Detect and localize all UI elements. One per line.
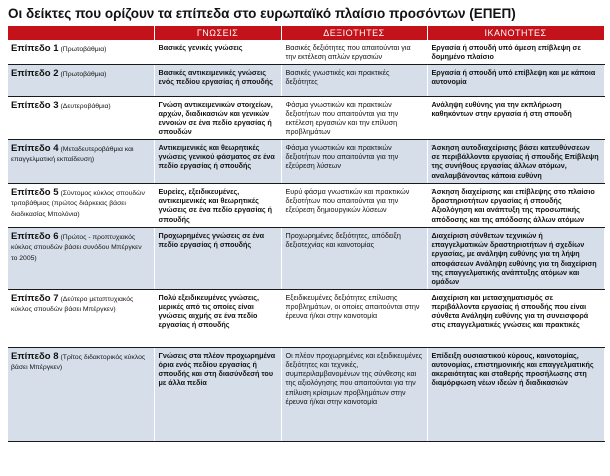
level-name: Επίπεδο 1 [11,43,59,54]
knowledge-cell: Βασικές γενικές γνώσεις [154,40,281,64]
knowledge-cell: Αντικειμενικές και θεωρητικές γνώσεις γενικού φάσματος σε ένα πεδίο εργασίας ή σπουδής [154,139,281,183]
competences-cell: Εργασία ή σπουδή υπό επίβλεψη και με κάποια αυτονομία [427,64,604,96]
competences-cell: Εργασία ή σπουδή υπό άμεση επίβλεψη σε δομημένο πλαίσιο [427,40,604,64]
table-row [8,227,604,289]
level-note: (Πρωτοβάθμια) [60,46,107,53]
level-note: (Δευτεροβάθμια) [60,102,111,110]
skills-cell: Προχωρημένες δεξιότητες, απόδειξη δεξιοτεχνίας και καινοτομίας [281,227,427,289]
skills-cell: Οι πλέον προχωρημένες και εξειδικευμένες δεξιότητες και τεχνικές, συμπεριλαμβανομένων της σύνθεσης και της αξιολόγησης που απαιτούνται για την επίλυση κρίσιμων προβλημάτων στην έρευνα ή/και στην καινοτομία [281,347,427,441]
header-competences: ΙΚΑΝΟΤΗΤΕΣ [427,26,604,40]
competences-cell: Διαχείριση σύνθετων τεχνικών ή επαγγελματικών δραστηριοτήτων ή σχεδίων εργασίας, με ανάληψη ευθύνης για τη λήψη αποφάσεων Ανάληψη ευθύνης για τη διαχείριση της επαγγελματικής ανάπτυξης ατόμων και ομάδων [427,227,604,289]
competences-cell: Επίδειξη ουσιαστικού κύρους, καινοτομίας, αυτονομίας, επιστημονικής και επαγγελματικής ακεραιότητας και σταθερής προσήλωσης στη διαμόρφωση νέων ιδεών ή διαδικασιών [427,347,604,441]
table-header-row [8,26,604,40]
knowledge-cell: Γνώσεις στα πλέον προχωρημένα όρια ενός πεδίου εργασίας ή σπουδής και στη διασύνδεσή του με άλλα πεδία [154,347,281,441]
table-row [8,96,604,139]
knowledge-cell: Βασικές αντικειμενικές γνώσεις ενός πεδίου εργασίας ή σπουδής [154,64,281,96]
skills-cell: Βασικές δεξιότητες που απαιτούνται για την εκτέλεση απλών εργασιών [281,40,427,64]
table-row [8,289,604,347]
level-note: (Μεταδευτεροβάθμια και επαγγελματική εκπαίδευση) [11,145,134,164]
level-note: (Πρώτος - προπτυχιακός κύκλος σπουδών βάσει συνόδου Μπέργκεν το 2005) [11,233,142,262]
header-level [8,26,154,40]
knowledge-cell: Προχωρημένες γνώσεις σε ένα πεδίο εργασίας ή σπουδής [154,227,281,289]
level-name: Επίπεδο 7 [11,292,59,304]
skills-cell: Ευρύ φάσμα γνωστικών και πρακτικών δεξιοτήτων που απαιτούνται για την εξεύρεση δημιουργικών λύσεων [281,183,427,227]
level-note: (Πρωτοβάθμια) [60,70,107,78]
eqf-levels-table [8,26,605,442]
level-name: Επίπεδο 8 [11,350,59,362]
level-name: Επίπεδο 5 [11,186,59,198]
level-name: Επίπεδο 4 [11,142,59,154]
table-row [8,347,604,441]
level-cell [8,64,154,96]
page-title: Οι δείκτες που ορίζουν τα επίπεδα στο ευρωπαϊκό πλαίσιο προσόντων (ΕΠΕΠ) [8,6,516,21]
knowledge-cell: Γνώση αντικειμενικών στοιχείων, αρχών, διαδικασιών και γενικών εννοιών σε ένα πεδίο εργασίας ή σπουδών [154,96,281,139]
table-row [8,183,604,227]
table-body [8,40,604,441]
level-name: Επίπεδο 3 [11,99,59,111]
competences-cell: Διαχείριση και μετασχηματισμός σε περιβάλλοντα εργασίας ή σπουδής που είναι σύνθετα Ανάληψη ευθύνης για τη συνεισφορά στις επαγγελματικές γνώσεις και πρακτικές [427,289,604,347]
header-knowledge: ΓΝΩΣΕΙΣ [154,26,281,40]
level-cell [8,227,154,289]
level-note: (Σύντομος κύκλος σπουδών τριτοβάθμιας (πρώτος διάρκειας βάσει διαδικασίας Μπολόνια) [11,189,145,218]
knowledge-cell: Ευρείες, εξειδικευμένες, αντικειμενικές και θεωρητικές γνώσεις σε ένα πεδίο εργασίας ή σπουδής [154,183,281,227]
table-row [8,40,604,64]
level-cell [8,347,154,441]
level-cell [8,40,154,64]
level-cell [8,289,154,347]
level-cell [8,183,154,227]
skills-cell: Βασικές γνωστικές και πρακτικές δεξιότητες [281,64,427,96]
table-row [8,64,604,96]
skills-cell: Φάσμα γνωστικών και πρακτικών δεξιοτήτων που απαιτούνται για την εκτέλεση εργασιών και την επίλυση προβλημάτων [281,96,427,139]
skills-cell: Φάσμα γνωστικών και πρακτικών δεξιοτήτων που απαιτούνται για την εξεύρεση λύσεων [281,139,427,183]
knowledge-cell: Πολύ εξειδικευμένες γνώσεις, μερικές από τις οποίες είναι γνώσεις αιχμής σε ένα πεδίο εργασίας ή σπουδής [154,289,281,347]
competences-cell: Ανάληψη ευθύνης για την εκπλήρωση καθηκόντων στην εργασία ή στη σπουδή [427,96,604,139]
level-cell [8,96,154,139]
competences-cell: Άσκηση διαχείρισης και επίβλεψης στο πλαίσιο δραστηριοτήτων εργασίας ή σπουδής Αξιολόγηση και ανάπτυξη της προσωπικής απόδοσης και της απόδοσης άλλων ατόμων [427,183,604,227]
table-row [8,139,604,183]
level-cell [8,139,154,183]
skills-cell: Εξειδικευμένες δεξιότητες επίλυσης προβλημάτων, οι οποίες απαιτούνται στην έρευνα ή/και στην καινοτομία [281,289,427,347]
level-note: (Δεύτερο μεταπτυχιακός κύκλος σπουδών βάσει Μπέργκεν) [11,295,134,314]
level-name: Επίπεδο 2 [11,67,59,79]
level-note: (Τρίτος διδακτορικός κύκλος βάσει Μπέργκεν) [11,353,146,372]
header-skills: ΔΕΞΙΟΤΗΤΕΣ [281,26,427,40]
competences-cell: Άσκηση αυτοδιαχείρισης βάσει κατευθύνσεων σε περιβάλλοντα εργασίας ή σπουδής Επίβλεψη της συνήθους εργασίας άλλων ατόμων, αναλαμβάνοντας κάποια ευθύνη [427,139,604,183]
level-name: Επίπεδο 6 [11,230,59,242]
